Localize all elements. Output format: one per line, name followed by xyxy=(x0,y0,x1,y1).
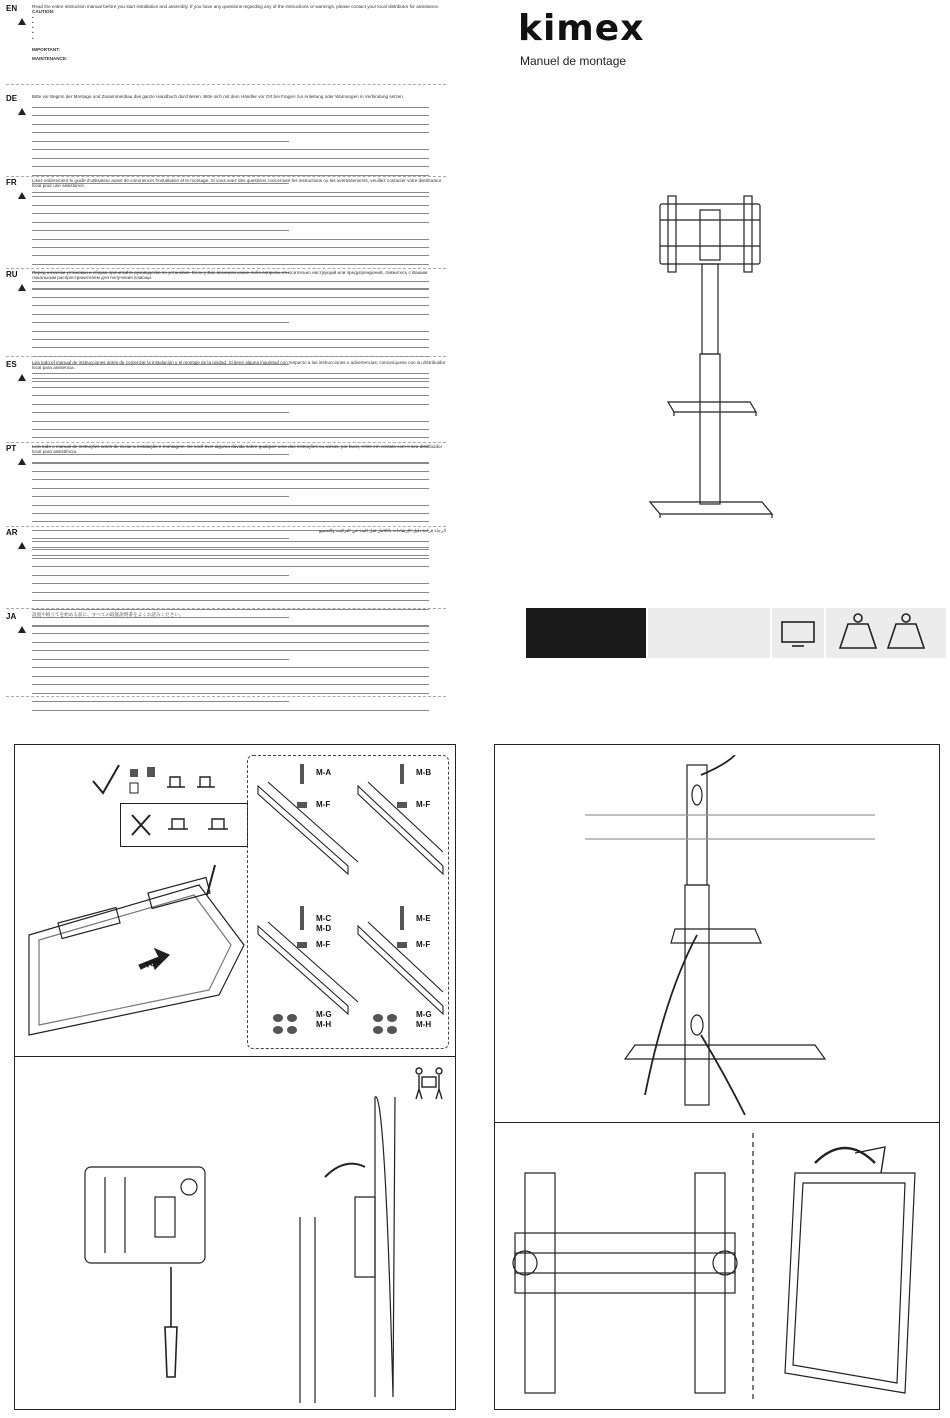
text-line xyxy=(32,535,429,541)
spec-light-block xyxy=(648,608,770,658)
label-mb: M-B xyxy=(416,768,432,777)
text-line xyxy=(32,552,429,558)
text-line xyxy=(32,499,429,505)
top-label: TOP xyxy=(144,957,163,970)
lang-code: DE xyxy=(6,94,18,103)
lang-code: EN xyxy=(6,4,18,13)
bullet: • xyxy=(32,19,34,25)
text-line xyxy=(32,398,429,404)
text-line xyxy=(32,317,289,323)
caution-label: CAUTION: xyxy=(32,9,55,15)
spec-tv-block xyxy=(772,608,824,658)
lang-code: RU xyxy=(6,270,18,279)
text-line xyxy=(32,208,429,214)
label-mg-1: M-G xyxy=(316,1010,332,1019)
maintenance-label: MAINTENANCE: xyxy=(32,56,68,62)
label-mf-4: M-F xyxy=(416,940,431,949)
warning-icon xyxy=(18,18,26,25)
text-line xyxy=(32,191,429,197)
text-line xyxy=(32,628,429,634)
brand-logo-text: kimex xyxy=(518,8,645,49)
label-mf-1: M-F xyxy=(316,800,331,809)
tilt-adjust-illustration xyxy=(505,1133,929,1403)
tv-back-bracket-illustration xyxy=(19,845,249,1045)
warning-icon xyxy=(18,192,26,199)
bullet: • xyxy=(32,30,34,36)
section-separator xyxy=(6,526,446,527)
text-line xyxy=(32,662,429,668)
text-line xyxy=(32,144,429,150)
text-line xyxy=(32,118,429,124)
text-line xyxy=(32,216,429,222)
text-line xyxy=(32,390,429,396)
text-line xyxy=(32,325,429,331)
lang-intro: Перед началом установки и сборки прочитайте руководство по установке. Если у Вас возникли какие-либо вопросы относительно инструкций или предупреждений, свяжитесь с Вашим локальным распространителем для получения помощи. xyxy=(32,270,429,281)
lang-intro: Lea todo el manual de instrucciones antes de comenzar la instalación y el montaje de la unidad. Si tiene alguna inquietud con respecto a las instrucciones o advertencias, comuníquese con su distribuidor local para asistencia. xyxy=(32,360,447,371)
lang-intro: Leia todo o manual de instruções antes de iniciar a instalação e montagem. Se você tiver alguma dúvida sobre qualquer uma das instruções ou avisos, por favor, entre em contato com o seu distribuidor local para assistência. xyxy=(32,444,444,455)
text-line xyxy=(32,152,429,158)
lang-block-ar xyxy=(6,528,446,604)
label-mc: M-C xyxy=(316,914,332,923)
brand-logo xyxy=(518,8,718,48)
lang-block-fr xyxy=(6,178,446,264)
section-separator xyxy=(6,442,446,443)
lang-block-de xyxy=(6,94,446,172)
text-line xyxy=(32,424,429,430)
text-line xyxy=(32,308,429,314)
text-line xyxy=(32,127,429,133)
lang-code: AR xyxy=(6,528,18,537)
text-line xyxy=(32,342,429,348)
label-mh-1: M-H xyxy=(316,1020,332,1029)
text-line xyxy=(32,373,429,379)
text-line xyxy=(32,381,429,387)
text-line xyxy=(32,259,429,265)
text-line xyxy=(32,704,429,710)
text-line xyxy=(32,508,429,514)
section-separator xyxy=(6,608,446,609)
text-line xyxy=(32,687,429,693)
step-panel-cable-management xyxy=(494,744,940,1124)
text-line xyxy=(32,679,429,685)
screw-options-inset xyxy=(247,755,449,1049)
text-line xyxy=(32,432,429,438)
text-line xyxy=(32,135,289,141)
important-label: IMPORTANT: xyxy=(32,47,60,53)
text-line xyxy=(32,491,289,497)
label-mf-3: M-F xyxy=(316,940,331,949)
warning-icon xyxy=(18,284,26,291)
lang-intro: Read the entire instruction manual before you start installation and assembly. If you have any questions regarding any of the instructions or warnings, please contact your local distributor for assistance. xyxy=(32,4,440,9)
text-line xyxy=(32,645,429,651)
text-line xyxy=(32,561,429,567)
text-line xyxy=(32,670,429,676)
warning-icon xyxy=(18,626,26,633)
text-line xyxy=(32,653,289,659)
step-panel-tilt-adjust xyxy=(494,1122,940,1410)
text-line xyxy=(32,291,429,297)
warning-icon xyxy=(18,108,26,115)
section-separator xyxy=(6,696,446,697)
label-md: M-D xyxy=(316,924,332,933)
text-line xyxy=(32,250,429,256)
lang-text xyxy=(32,4,446,62)
text-line xyxy=(32,334,429,340)
tv-stand-illustration xyxy=(640,190,780,540)
text-line xyxy=(32,283,429,289)
text-line xyxy=(32,578,429,584)
label-mf-2: M-F xyxy=(416,800,431,809)
text-line xyxy=(32,482,429,488)
spec-bar xyxy=(526,608,946,658)
lang-code: ES xyxy=(6,360,17,369)
text-line xyxy=(32,544,429,550)
text-line xyxy=(32,415,429,421)
bullet: • xyxy=(32,35,34,41)
section-separator xyxy=(6,176,446,177)
lang-block-ru xyxy=(6,270,446,352)
lang-intro: 設置や組立てを始める前に、すべての取扱説明書をよくお読みください。 xyxy=(32,612,184,617)
warning-icon xyxy=(18,542,26,549)
spec-weight-block xyxy=(826,608,946,658)
lang-block-es xyxy=(6,360,446,438)
label-mh-2: M-H xyxy=(416,1020,432,1029)
bullet: • xyxy=(32,25,34,31)
text-line xyxy=(32,586,429,592)
text-line xyxy=(32,516,429,522)
text-line xyxy=(32,457,429,463)
lang-block-pt xyxy=(6,444,446,522)
tv-icon xyxy=(772,608,824,658)
lang-code: FR xyxy=(6,178,17,187)
lang-block-en xyxy=(6,4,446,80)
lang-code: JA xyxy=(6,612,17,621)
lang-intro: Lisez entièrement le guide d'utilisateur avant de commencer l'installation et le montage. Si vous avez des questions concernant les instructions ou les avertissements, veuillez contacter votre distributeur local pour une assistance. xyxy=(32,178,443,189)
text-line xyxy=(32,110,429,116)
warning-icon xyxy=(18,458,26,465)
step-panel-hang-tv xyxy=(14,1056,456,1410)
bullet: • xyxy=(32,14,34,20)
spec-dark-block xyxy=(526,608,646,658)
cable-management-illustration xyxy=(575,755,875,1115)
weight-icon xyxy=(826,608,946,658)
text-line xyxy=(32,101,429,107)
text-line xyxy=(32,199,429,205)
manual-subtitle: Manuel de montage xyxy=(520,54,627,68)
text-line xyxy=(32,474,429,480)
lang-text xyxy=(32,612,446,713)
text-line xyxy=(32,465,429,471)
section-separator xyxy=(6,356,446,357)
label-mg-2: M-G xyxy=(416,1010,432,1019)
text-line xyxy=(32,300,429,306)
text-line xyxy=(32,636,429,642)
lang-intro: Bitte vor Beginn der Montage und Zusammenbau das ganze Handbuch durchlesen. Bitte sich mit dem Händler vor Ort bei Fragen zur Anleitung oder Warnungen in Verbindung setzen. xyxy=(32,94,405,99)
incorrect-legend xyxy=(120,803,248,847)
text-line xyxy=(32,619,429,625)
text-line xyxy=(32,169,429,175)
text-line xyxy=(32,595,429,601)
text-line xyxy=(32,569,289,575)
step-panel-bracket-screws xyxy=(14,744,456,1058)
section-separator xyxy=(6,84,446,85)
label-ma: M-A xyxy=(316,768,332,777)
label-me: M-E xyxy=(416,914,431,923)
correct-legend xyxy=(85,757,245,807)
lang-block-ja xyxy=(6,612,446,692)
section-separator xyxy=(6,268,446,269)
text-line xyxy=(32,233,429,239)
text-line xyxy=(32,242,429,248)
text-line xyxy=(32,161,429,167)
lang-code: PT xyxy=(6,444,17,453)
text-line xyxy=(32,225,289,231)
lang-intro: الرجاء قراءة دليل الإرشادات بالكامل قبل البدء في التركيب والتجميع xyxy=(318,528,446,533)
text-line xyxy=(32,407,289,413)
warning-icon xyxy=(18,374,26,381)
hang-tv-illustration xyxy=(75,1077,435,1403)
